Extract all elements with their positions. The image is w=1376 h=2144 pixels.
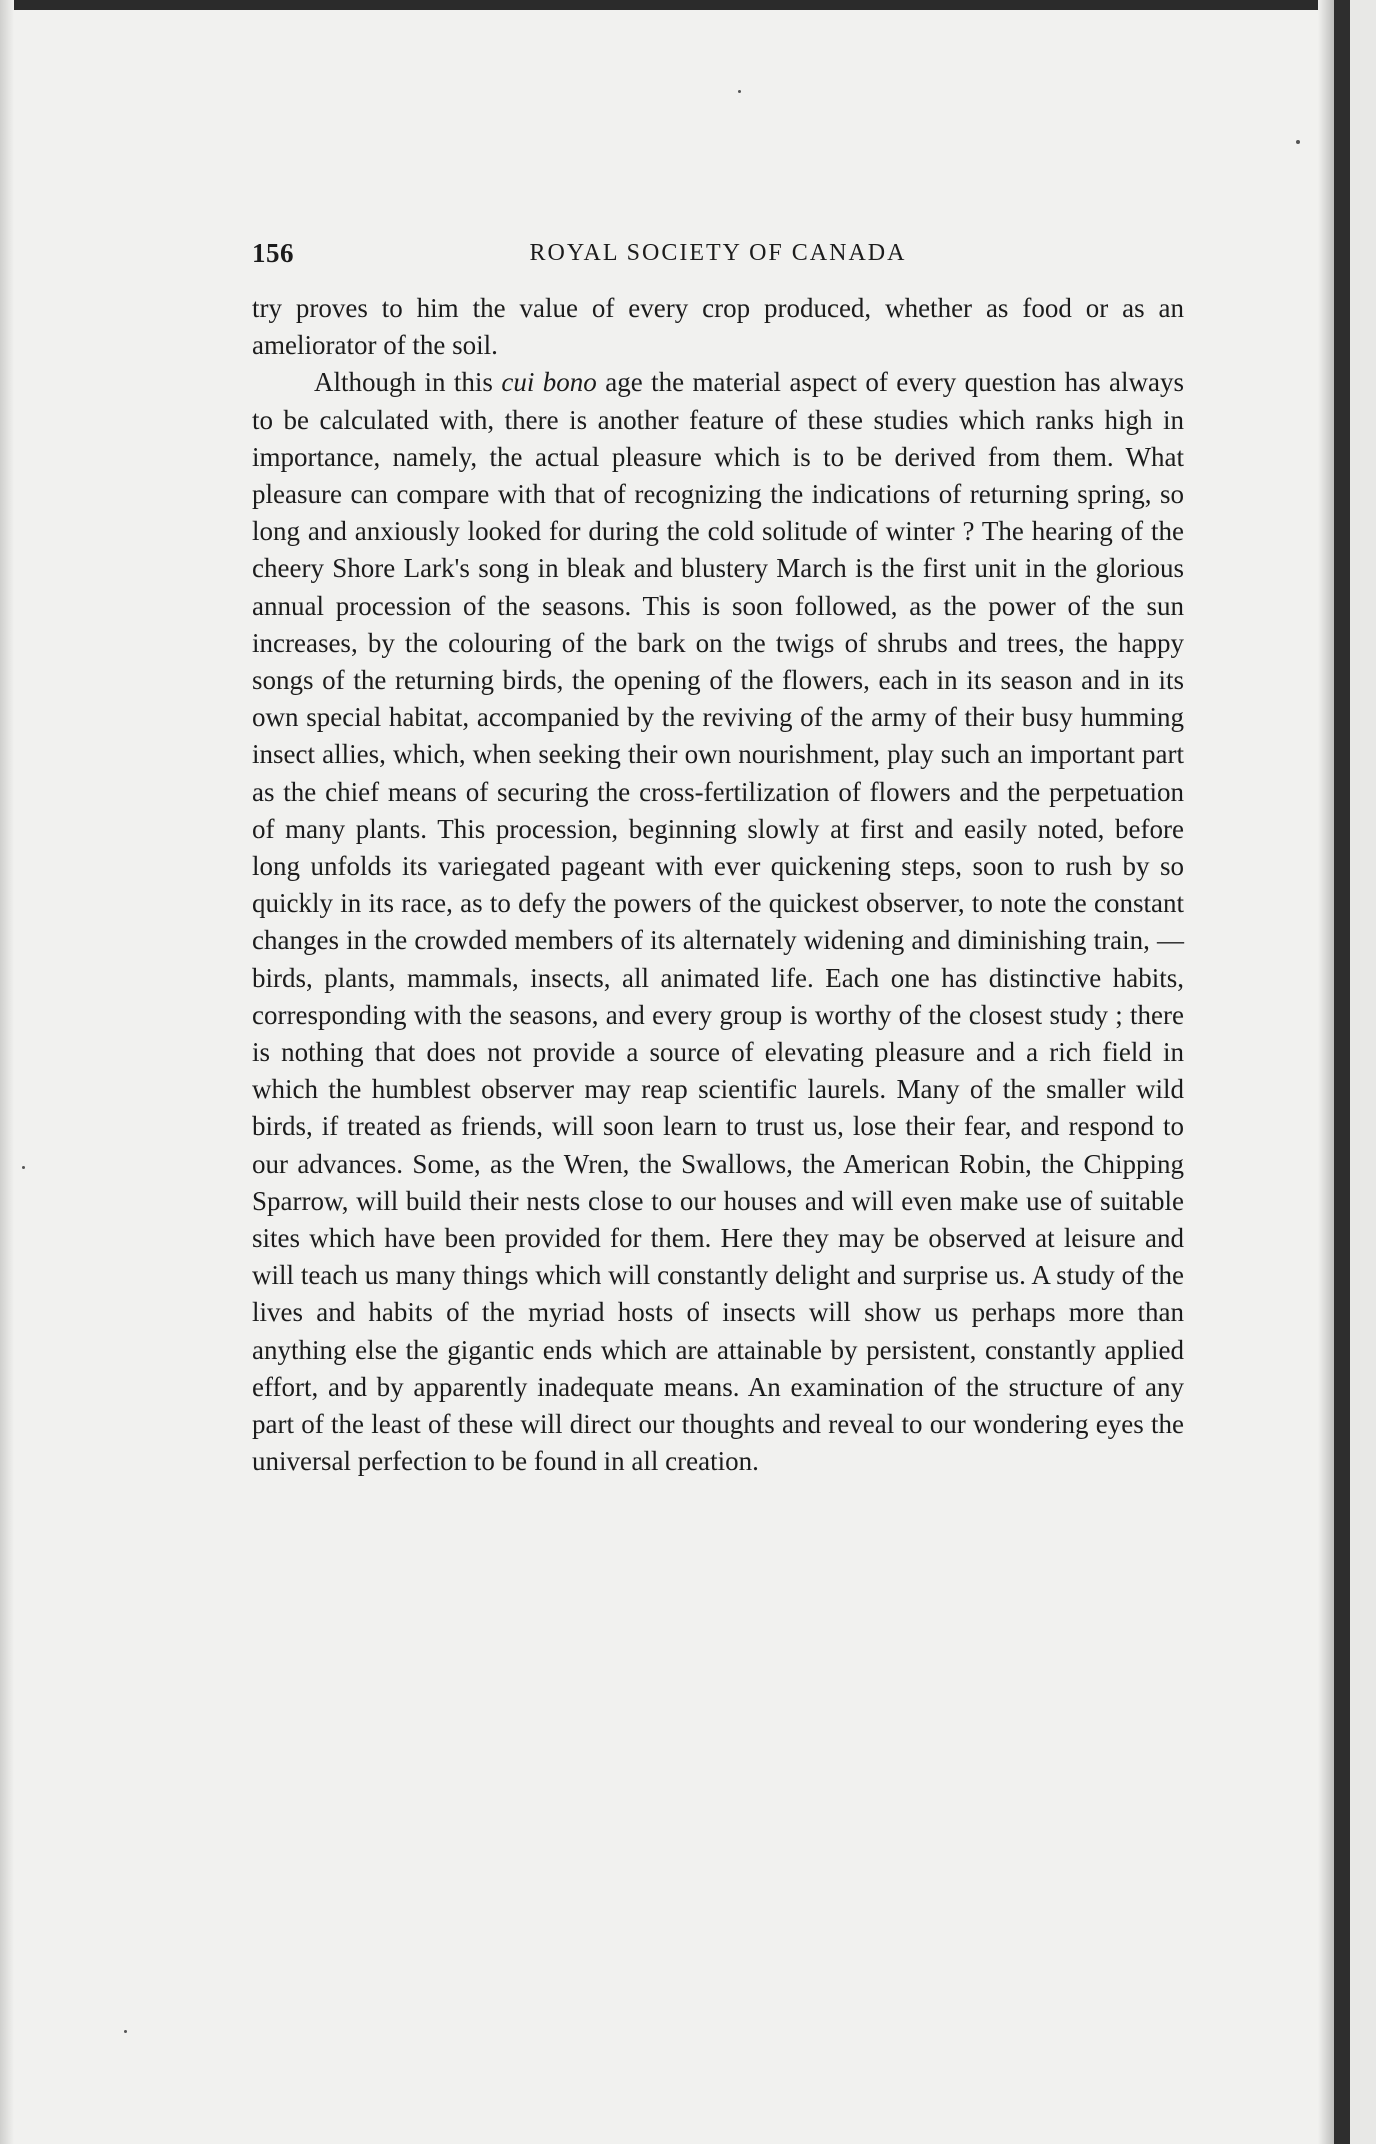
scan-right-shade bbox=[1318, 0, 1334, 2144]
dust-speck bbox=[738, 90, 741, 93]
paragraph-continued bbox=[252, 290, 1184, 364]
dust-speck bbox=[124, 2030, 127, 2033]
page-number: 156 bbox=[252, 238, 294, 268]
scan-right-margin bbox=[1350, 0, 1376, 2144]
dust-speck bbox=[22, 1166, 25, 1169]
dust-speck bbox=[1296, 140, 1300, 144]
scan-top-border bbox=[0, 0, 1376, 10]
paragraph-text: Although in this bbox=[314, 367, 502, 398]
running-title: ROYAL SOCIETY OF CANADA bbox=[529, 240, 907, 266]
paragraph-main bbox=[252, 364, 1184, 1480]
running-header bbox=[252, 238, 1184, 278]
paragraph-text: age the material aspect of every question has always to be calculated with, there is another feature of these studies which ranks high in importance, namely, the actual pleasure which is to be derived from them. What pleasure can compare with that of recognizing the indications of returning spring, so long and anxiously looked for during the cold solitude of winter ? The hearing of the cheery Shore Lark's song in bleak and blustery March is the first unit in the glorious annual procession of the seasons. This is soon followed, as the power of the sun increases, by the colouring of the bark on the twigs of shrubs and trees, the happy songs of the returning birds, the opening of the flowers, each in its season and in its own special habitat, accompanied by the reviving of the army of their busy humming insect allies, which, when seeking their own nourishment, play such an important part as the chief means of securing the cross-fertilization of flowers and the perpetuation of many plants. This procession, beginning slowly at first and easily noted, before long unfolds its variegated pageant with ever quickening steps, soon to rush by so quickly in its race, as to defy the powers of the quickest observer, to note the constant changes in the crowded members of its alternately widening and diminishing train, — birds, plants, mammals, insects, all animated life. Each one has distinctive habits, corresponding with the seasons, and every group is worthy of the closest study ; there is nothing that does not provide a source of elevating pleasure and a rich field in which the humblest observer may reap scientific laurels. Many of the smaller wild birds, if treated as friends, will soon learn to trust us, lose their fear, and respond to our advances. Some, as the Wren, the Swallows, the American Robin, the Chipping Sparrow, will build their nests close to our houses and will even make use of suitable sites which have been provided for them. Here they may be observed at leisure and will teach us many things which will constantly delight and surprise us. A study of the lives and habits of the myriad hosts of insects will show us perhaps more than anything else the gigantic ends which are attainable by persistent, constantly applied effort, and by apparently inadequate means. An examination of the structure of any part of the least of these will direct our thoughts and reveal to our wondering eyes the universal perfection to be found in all creation. bbox=[252, 367, 1185, 1477]
scan-left-shadow bbox=[0, 0, 14, 2144]
paragraph-text: try proves to him the value of every crop produced, whether as food or as an ameliorator of the soil. bbox=[252, 293, 1184, 361]
book-page bbox=[252, 238, 1184, 1481]
latin-phrase: cui bono bbox=[501, 367, 597, 398]
scan-right-edge bbox=[1334, 0, 1350, 2144]
